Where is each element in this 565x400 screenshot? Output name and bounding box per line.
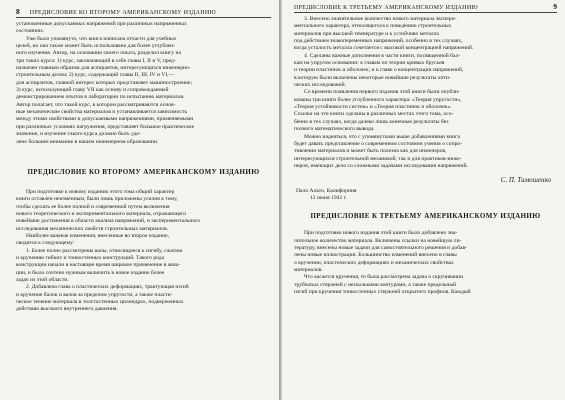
place-and-date <box>294 188 557 202</box>
text-line: Наиболее важные изменения, внесенные во второе издание, <box>26 232 169 239</box>
text-line: значение, и изучение такого курса должно быть уде- <box>16 131 141 138</box>
text-line: Ссылки на эти книги сделаны в различных местах этого тома, осо- <box>294 111 454 118</box>
text-line: бенно в тех случаях, когда далеко лишь конечные результаты без <box>294 118 449 125</box>
text-line: между этими свойствами и допускаемыми напряжениями, применяемыми <box>16 116 194 123</box>
text-line: и кручению гибких и тонкостенных конструкций. Такого рода <box>16 254 165 261</box>
text-line: При подготовке нового издания этой книги было добавлено зна- <box>304 230 458 237</box>
text-line: трубчатых стержней с несколькими контурами, а также предельный <box>294 281 457 288</box>
text-line: под действием знакопеременных напряжений, особенно в тех случаях, <box>294 38 463 45</box>
text-line: действию высокого внутреннего давления. <box>16 306 118 313</box>
date-line: 12 июня 1941 г. <box>310 195 347 202</box>
text-line: нового теоретического и экспериментального материала, отражающего <box>16 210 187 217</box>
text-line: исследования механических свойств строительных материалов. <box>16 225 169 232</box>
text-line: состояниях. <box>16 28 45 35</box>
text-line: «Теория устойчивости систем» и «Теория пластинок и оболочек». <box>294 104 452 111</box>
text-line: когда усталость металла сочетается с высокой концентрацией напряжений. <box>294 45 474 52</box>
right-para-6 <box>294 274 557 296</box>
text-line: для аспирантов, главной интерес которых представляет машиностроение; <box>16 79 192 86</box>
text-line: новейшие достижения в области анализа напряжений, и экспериментального <box>16 218 201 225</box>
text-line: При подготовке к новому изданию этого тома общий характер <box>26 188 175 195</box>
text-line: лено большее внимание в нашем инженерном образовании. <box>16 138 159 145</box>
text-line: при различных условиях нагружения, представляет большое практическое <box>16 123 195 130</box>
section-heading-second-edition: ПРЕДИСЛОВИЕ КО ВТОРОМУ АМЕРИКАНСКОМУ ИЗДАНИЮ <box>27 167 260 176</box>
text-line: тивлении материалов и может быть полезна как для инженеров, <box>294 148 447 155</box>
text-line: кам на упругом основании: к главам по теории кривых брусьев <box>294 60 445 67</box>
text-line: ции, и было сочтено нужным включить в новое издание более <box>16 269 165 276</box>
text-line: будет давать представление о современном состоянии учения о сопро- <box>294 140 463 147</box>
text-line: установленные допускаемых напряжений при различных напряженных <box>16 21 187 27</box>
right-running-head-title: ПРЕДИСЛОВИЕ К ТРЕТЬЕМУ АМЕРИКАНСКОМУ ИЗДАНИЮ <box>294 5 478 11</box>
section-spacer <box>16 146 271 168</box>
text-line: полного математического вывода. <box>294 126 375 133</box>
text-line: целей, но она также может быть использована для более углублен- <box>16 43 176 50</box>
right-page <box>282 0 565 400</box>
section-spacer <box>294 202 557 212</box>
text-line: и теории пластинок и оболочек; и к главе о концентрации напряжений, <box>294 67 464 74</box>
right-para-5 <box>294 230 557 274</box>
text-line: конструкции начали в настоящее время широкое применение в авиа- <box>16 262 181 269</box>
right-page-number: 9 <box>553 2 557 11</box>
text-line: лены новые иллюстрации. Большинство изменений внесено в главы <box>294 252 457 259</box>
left-para-4 <box>16 248 271 285</box>
text-line: 2. Добавлена глава о пластических деформациях, трактующая изгиб <box>26 284 189 291</box>
text-line: о кручении, пластических деформациях и механических свойствах <box>294 259 454 266</box>
text-line: сводятся к следующему: <box>16 240 75 247</box>
author-signature: С. П. Тимошенко <box>500 176 551 185</box>
text-line: материалов при высокой температуре и к устойчиво металла <box>294 30 439 37</box>
place-line: Пало Альто, Калифорния <box>296 188 357 195</box>
text-line: книги оставлен неизменным, были лишь приложены усилия к тому, <box>16 196 178 203</box>
text-line: неров, имеющих дело со сложными задачами исследования напряжений. <box>294 162 468 169</box>
text-line: Автор полагает, что такой курс, в котором рассматриваются основ- <box>16 101 176 108</box>
text-line: ного изучения. Автор, на основании своего опыта, разделил книгу на <box>16 50 181 57</box>
text-line: 4. Сделаны важные дополнения в части книги, посвященной бал- <box>304 52 461 59</box>
section-spacer <box>16 176 271 189</box>
right-para-1 <box>294 16 557 53</box>
text-line: Уже было упомянуто, что книга написана отчасти для учебных <box>26 35 177 42</box>
text-line: кованы три книги более углубленного характера: «Теория упругости», <box>294 96 462 103</box>
text-line: материалов. <box>294 266 323 273</box>
left-page <box>0 0 279 400</box>
right-para-2 <box>294 53 557 90</box>
text-line: строительным делом; 2) курс, содержащий главы II, III, IV и VI,— <box>16 72 175 79</box>
left-para-1 <box>16 21 271 36</box>
text-line: 3) курс, использующий главу VII как основу и сопровождаемый <box>16 87 169 94</box>
text-line: назначен главным образом для аспирантов, интересующихся инженерно- <box>16 65 191 72</box>
text-line: 1. Более полно рассмотрены валы, относящиеся к изгибу, сжатию <box>26 247 183 254</box>
section-spacer <box>294 220 557 230</box>
text-line: в которую были включены некоторые новейшие результаты опти- <box>294 74 451 81</box>
left-page-number: 8 <box>16 7 20 16</box>
text-line: ческих исследований. <box>294 82 347 89</box>
left-para-3 <box>16 189 271 248</box>
left-running-head <box>16 7 271 18</box>
text-line: ные механические свойства материалов и устанавливается зависимость <box>16 109 188 116</box>
text-line: изгиб при кручении тонкостенных стержней открытого профиля. Каждый <box>294 288 471 295</box>
right-para-3 <box>294 89 557 133</box>
text-line: интересующихся строительной механикой, так и для практиков-инже- <box>294 155 462 162</box>
section-heading-third-edition: ПРЕДИСЛОВИЕ К ТРЕТЬЕМУ АМЕРИКАНСКОМУ ИЗДАНИЮ <box>310 212 541 221</box>
text-line: и кручение балок и валов за пределом упругости, а также пласти- <box>16 291 173 298</box>
text-line: тературу, внесены новые задачи для самостоятельного решения и добав- <box>294 244 468 251</box>
right-running-head <box>294 2 557 13</box>
left-running-head-title: ПРЕДИСЛОВИЕ КО ВТОРОМУ АМЕРИКАНСКОМУ ИЗДАНИЮ <box>29 10 216 16</box>
text-line: Что касается кручения, то была рассмотрена задача о скручивании <box>304 274 463 281</box>
text-line: три таких курса: 1) курс, заключающий в себе главы I, II и V, пред- <box>16 57 176 64</box>
left-para-5 <box>16 284 271 313</box>
text-line: Со времени появления первого издания этой книги были опубли- <box>304 89 460 96</box>
text-line: ментального характера, относящегося к поведению строительных <box>294 23 452 30</box>
text-line: чтобы сделать ее более полной и современной путем включения <box>16 203 170 210</box>
text-line: задач из этой области. <box>16 276 69 283</box>
right-para-4 <box>294 134 557 171</box>
text-line: демонстрированием опытов в лаборатории по испытанию материалов. <box>16 94 185 101</box>
text-line: чительное количество материала. Включены ссылки на новейшую ли- <box>294 237 462 244</box>
text-line: ческое течение материала в толстостенных цилиндрах, подверженных <box>16 299 184 305</box>
text-line: Можно надеяться, что с упомянутыми выше добавлениями книга <box>304 133 460 140</box>
text-line: 3. Внесено значительное количество нового материала экспери- <box>304 16 457 22</box>
left-para-2 <box>16 36 271 146</box>
